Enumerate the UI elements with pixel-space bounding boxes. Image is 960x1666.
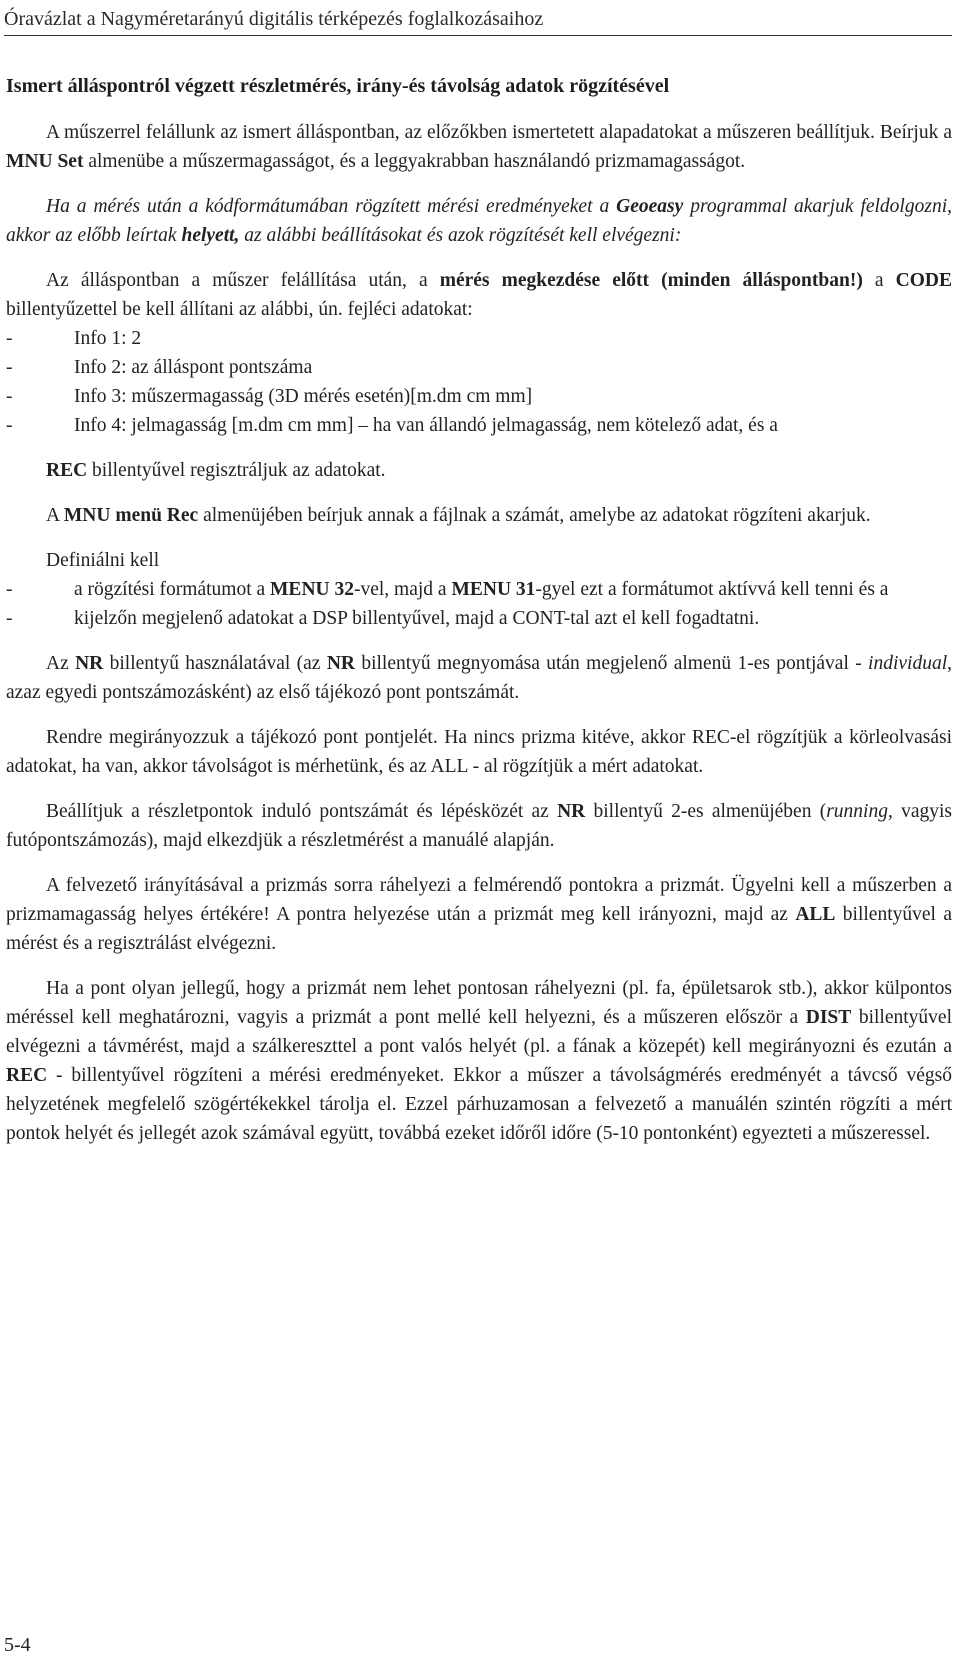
- info-list: [6, 324, 952, 440]
- document-body: [6, 72, 952, 1164]
- define-list: [6, 575, 952, 633]
- key-name: NR: [557, 801, 586, 822]
- key-name: REC: [46, 460, 88, 481]
- menu-name: MNU menü Rec: [63, 505, 199, 526]
- paragraph-prism: A felvezető irányításával a prizmás sorra ráhelyezi a felmérendő pontokra a prizmát. Ügyelni kell a műszerben a prizmamagasság helyes értékére! A pontra helyezése után a prizmát meg kell irányozni, majd az ALL billentyűvel a mérést és a regisztrálást elvégezni.: [6, 875, 952, 954]
- paragraph-code: Az álláspontban a műszer felállítása után, a mérés megkezdése előtt (minden álláspontban!) a CODE billentyűzettel be kell állítani az alábbi, ún. fejléci adatokat:: [6, 270, 952, 320]
- list-item: - a rögzítési formátumot a MENU 32-vel, majd a MENU 31-gyel ezt a formátumot aktívvá kell tenni és a: [6, 575, 952, 604]
- page-number: 5-4: [4, 1634, 31, 1656]
- key-name: ALL: [795, 904, 836, 925]
- key-name: NR: [326, 653, 355, 674]
- paragraph-geoeasy: Ha a mérés után a kódformátumában rögzített mérési eredményeket a Geoeasy programmal akarjuk feldolgozni, akkor az előbb leírtak helyett, az alábbi beállításokat és azok rögzítését kell elvégezni:: [6, 196, 952, 246]
- paragraph-eccentric: Ha a pont olyan jellegű, hogy a prizmát nem lehet pontosan ráhelyezni (pl. fa, épületsarok stb.), akkor külpontos méréssel kell meghatározni, vagyis a prizmát a pont mellé kell helyezni, és a műszeren először a DIST billentyűvel elvégezni a távmérést, majd a szálkereszttel a pont valós helyét (pl. a fának a közepét) kell megirányozni és ezután a REC - billentyűvel rögzíteni a mérési eredményeket. Ekkor a műszer a távolságmérés eredményét a távcső végső helyzetének megfelelő szögértékekkel tárolja el. Ezzel párhuzamosan a felvezető a manuálén szintén rögzíti a mért pontok helyét és jellegét azok számával együtt, továbbá ezeket időről időre (5-10 pontonként) egyezteti a műszeressel.: [6, 978, 952, 1144]
- list-item: - Info 4: jelmagasság [m.dm cm mm] – ha van állandó jelmagasság, nem kötelező adat, és a: [6, 411, 952, 440]
- paragraph-mnu-rec: A MNU menü Rec almenüjében beírjuk annak a fájlnak a számát, amelybe az adatokat rögzíteni akarjuk.: [46, 505, 871, 526]
- paragraph-orientation: Rendre megirányozzuk a tájékozó pont pontjelét. Ha nincs prizma kitéve, akkor REC-el rögzítjük a körleolvasási adatokat, ha van, akkor távolságot is mérhetünk, és az ALL - al rögzítjük a mért adatokat.: [6, 727, 952, 777]
- paragraph-define: Definiálni kell: [46, 550, 160, 571]
- list-item: - Info 3: műszermagasság (3D mérés esetén)[m.dm cm mm]: [6, 382, 952, 411]
- key-name: NR: [75, 653, 104, 674]
- page-header: Óravázlat a Nagyméretarányú digitális térképezés foglalkozásaihoz: [4, 4, 952, 36]
- list-item: - Info 1: 2: [6, 324, 952, 353]
- paragraph-setup: A műszerrel felállunk az ismert álláspontban, az előzőkben ismertetett alapadatokat a műszeren beállítjuk. Beírjuk a MNU Set almenübe a műszermagasságot, és a leggyakrabban használandó prizmamagasságot.: [6, 122, 952, 172]
- program-name: Geoeasy: [616, 196, 684, 217]
- key-name: CODE: [895, 270, 952, 291]
- paragraph-rec: REC billentyűvel regisztráljuk az adatokat.: [46, 460, 386, 481]
- list-item: - Info 2: az álláspont pontszáma: [6, 353, 952, 382]
- key-name: DIST: [805, 1007, 852, 1028]
- paragraph-detail: Beállítjuk a részletpontok induló pontszámát és lépésközét az NR billentyű 2-es almenüjében (running, vagyis futópontszámozás), majd elkezdjük a részletmérést a manuálé alapján.: [6, 801, 952, 851]
- list-item: - kijelzőn megjelenő adatokat a DSP billentyűvel, majd a CONT-tal azt el kell fogadtatni.: [6, 604, 952, 633]
- paragraph-nr: Az NR billentyű használatával (az NR billentyű megnyomása után megjelenő almenü 1-es pontjával - individual, azaz egyedi pontszámozásként) az első tájékozó pont pontszámát.: [6, 653, 952, 703]
- menu-name: MNU Set: [6, 151, 84, 172]
- key-name: REC: [6, 1065, 48, 1086]
- section-title: Ismert álláspontról végzett részletmérés, irány-és távolság adatok rögzítésével: [6, 75, 670, 97]
